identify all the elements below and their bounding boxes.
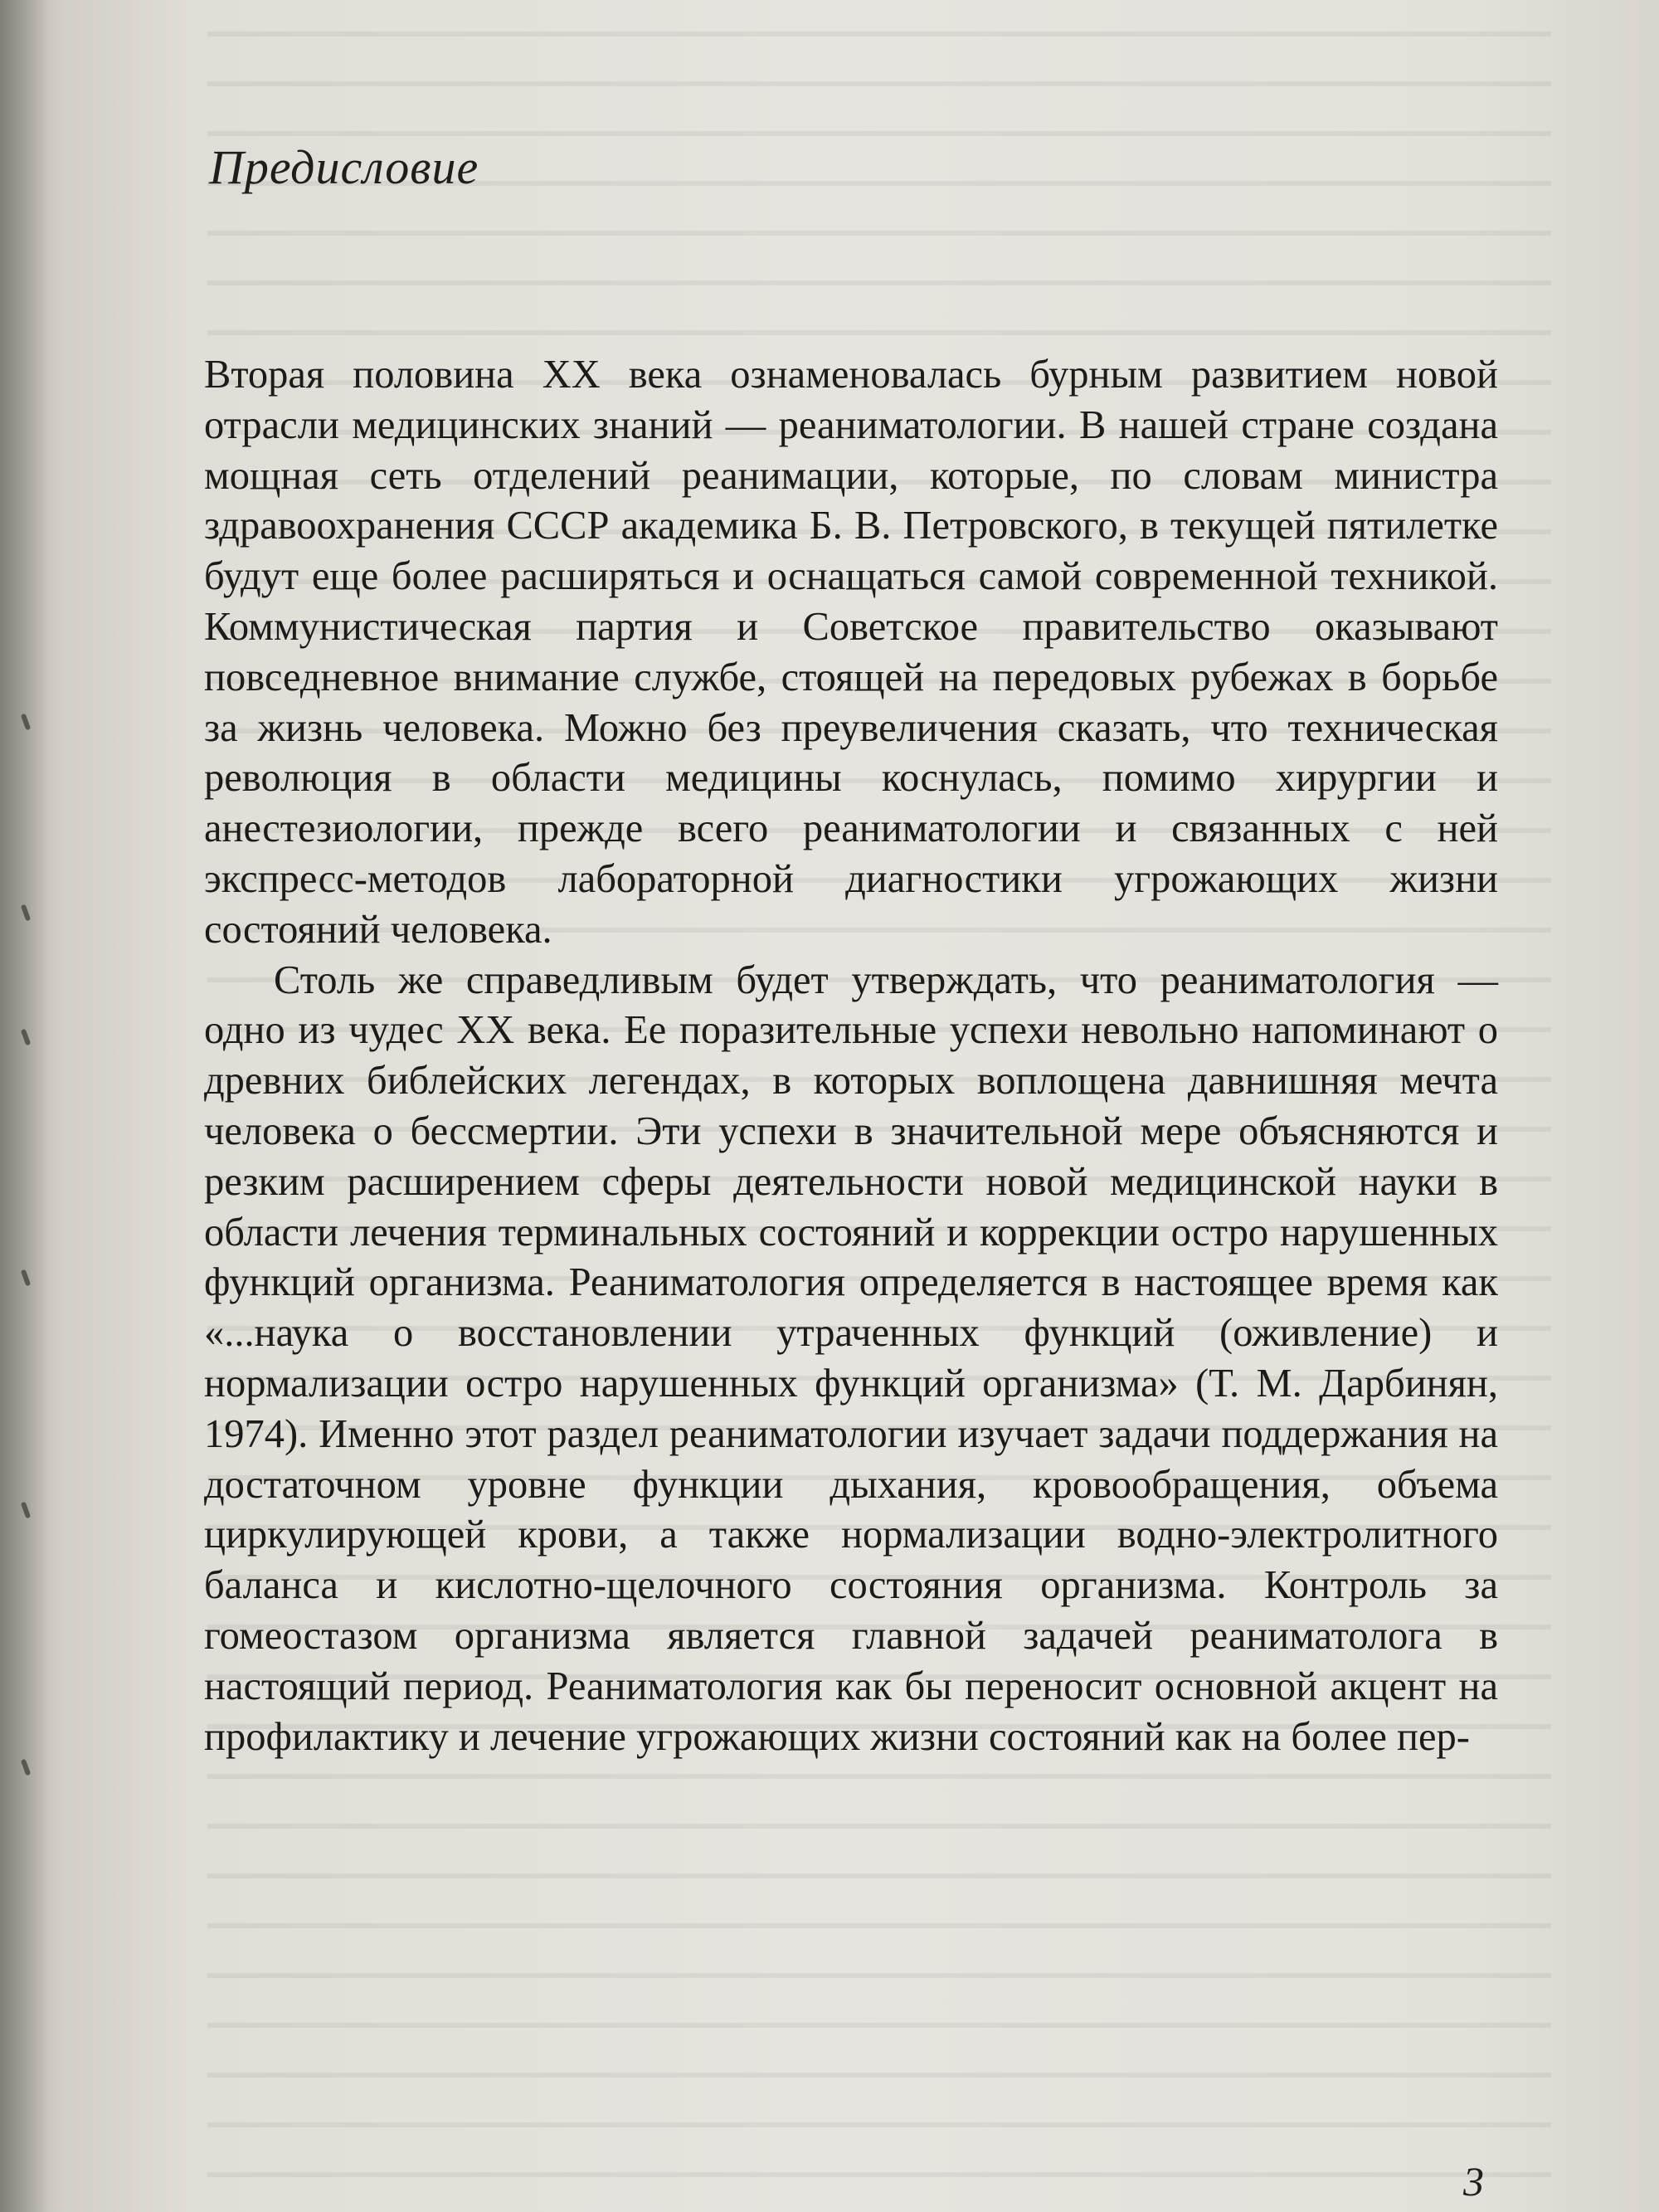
gutter-shadow: [0, 0, 50, 2212]
section-heading: Предисловие: [209, 140, 479, 194]
page-number: 3: [1463, 2158, 1484, 2205]
paragraph: Вторая половина XX века ознаменовалась бурным развитием новой отрасли медицинских знаний — реаниматологии. В нашей стране создана мощная сеть отделений реанимации, которые, по словам министра здравоохранения СССР академика Б. В. Петровского, в текущей пятилетке будут еще более расширяться и оснащаться самой современной техникой. Коммунистическая партия и Советское правительство оказывают повседневное внимание службе, стоящей на передовых рубежах в борьбе за жизнь человека. Можно без преувеличения сказать, что техническая революция в области медицины коснулась, помимо хирургии и анестезиологии, прежде всего реаниматологии и связанных с ней экспресс-методов лабораторной диагностики угрожающих жизни состояний человека.: [204, 353, 1498, 952]
paragraph: Столь же справедливым будет утверждать, что реаниматология — одно из чудес XX века. Ее поразительные успехи невольно напоминают о древних библейских легендах, в которых воплощена давнишняя мечта человека о бессмертии. Эти успехи в значительной мере объясняются и резким расширением сферы деятельности новой медицинской науки в области лечения терминальных состояний и коррекции остро нарушенных функций организма. Реаниматология определяется в настоящее время как «...наука о восстановлении утраченных функций (оживление) и нормализации остро нарушенных функций организма» (Т. М. Дарбинян, 1974). Именно этот раздел реаниматологии изучает задачи поддержания на достаточном уровне функции дыхания, кровообращения, объема циркулирующей крови, а также нормализации водно-электролитного баланса и кислотно-щелочного состояния организма. Контроль за гомеостазом организма является главной задачей реаниматолога в настоящий период. Реаниматология как бы переносит основной акцент на профилактику и лечение угрожающих жизни состояний как на более пер-: [204, 957, 1498, 1759]
body-text: [204, 350, 1498, 1762]
